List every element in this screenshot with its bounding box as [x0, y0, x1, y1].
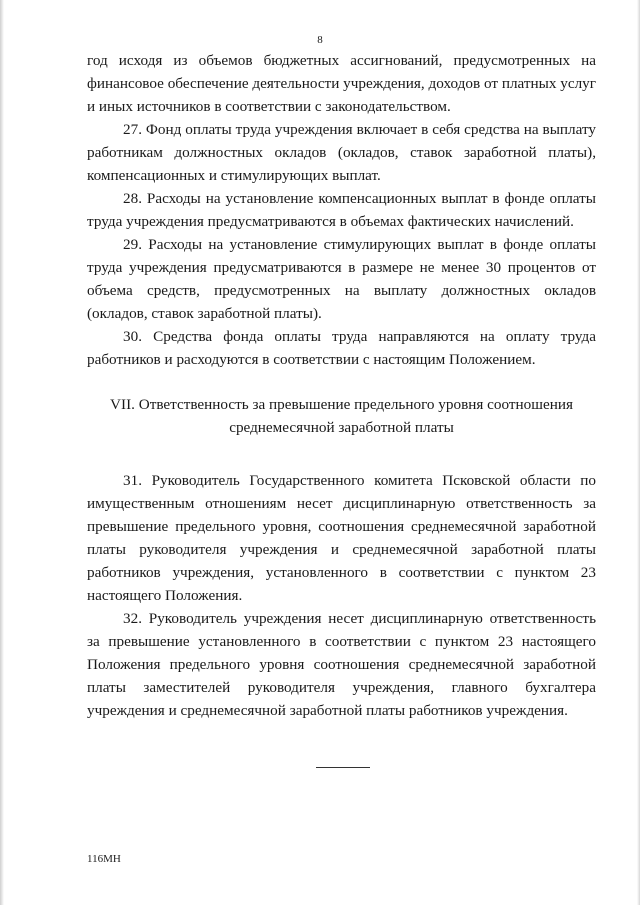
- document-code: 116МН: [87, 853, 121, 865]
- paragraph-28: 28. Расходы на установление компенсационных выплат в фонде оплаты труда учреждения предусматриваются в объемах фактических начислений.: [87, 190, 596, 230]
- end-divider: [316, 767, 370, 768]
- page-number: 8: [317, 34, 323, 46]
- scan-edge-left: [0, 0, 4, 905]
- section-heading-line-2: среднемесячной заработной платы: [229, 419, 454, 436]
- paragraph-continuation: год исходя из объемов бюджетных ассигнований, предусмотренных на финансовое обеспечение деятельности учреждения, доходов от платных услуг и иных источников в соответствии с законодательством.: [87, 52, 596, 115]
- section-heading-line-1: VII. Ответственность за превышение предельного уровня соотношения: [110, 396, 573, 413]
- paragraph-32: 32. Руководитель учреждения несет дисциплинарную ответственность за превышение установленного в соответствии с пунктом 23 настоящего Положения предельного уровня соотношения среднемесячной заработной платы заместителей руководителя учреждения, главного бухгалтера учреждения и среднемесячной заработной платы работников учреждения.: [87, 610, 596, 719]
- paragraph-31: 31. Руководитель Государственного комитета Псковской области по имущественным отношениям несет дисциплинарную ответственность за превышение предельного уровня, соотношения среднемесячной заработной платы руководителя учреждения и среднемесячной заработной платы работников учреждения, установленного в соответствии с пунктом 23 настоящего Положения.: [87, 472, 596, 604]
- paragraph-29: 29. Расходы на установление стимулирующих выплат в фонде оплаты труда учреждения предусматриваются в размере не менее 30 процентов от объема средств, предусмотренных на выплату должностных окладов (окладов, ставок заработной платы).: [87, 236, 596, 322]
- section-heading: [87, 393, 596, 439]
- paragraph-30: 30. Средства фонда оплаты труда направляются на оплату труда работников и расходуются в соответствии с настоящим Положением.: [87, 328, 596, 368]
- document-body: [87, 49, 596, 722]
- paragraph-27: 27. Фонд оплаты труда учреждения включает в себя средства на выплату работникам должностных окладов (окладов, ставок заработной платы), компенсационных и стимулирующих выплат.: [87, 121, 596, 184]
